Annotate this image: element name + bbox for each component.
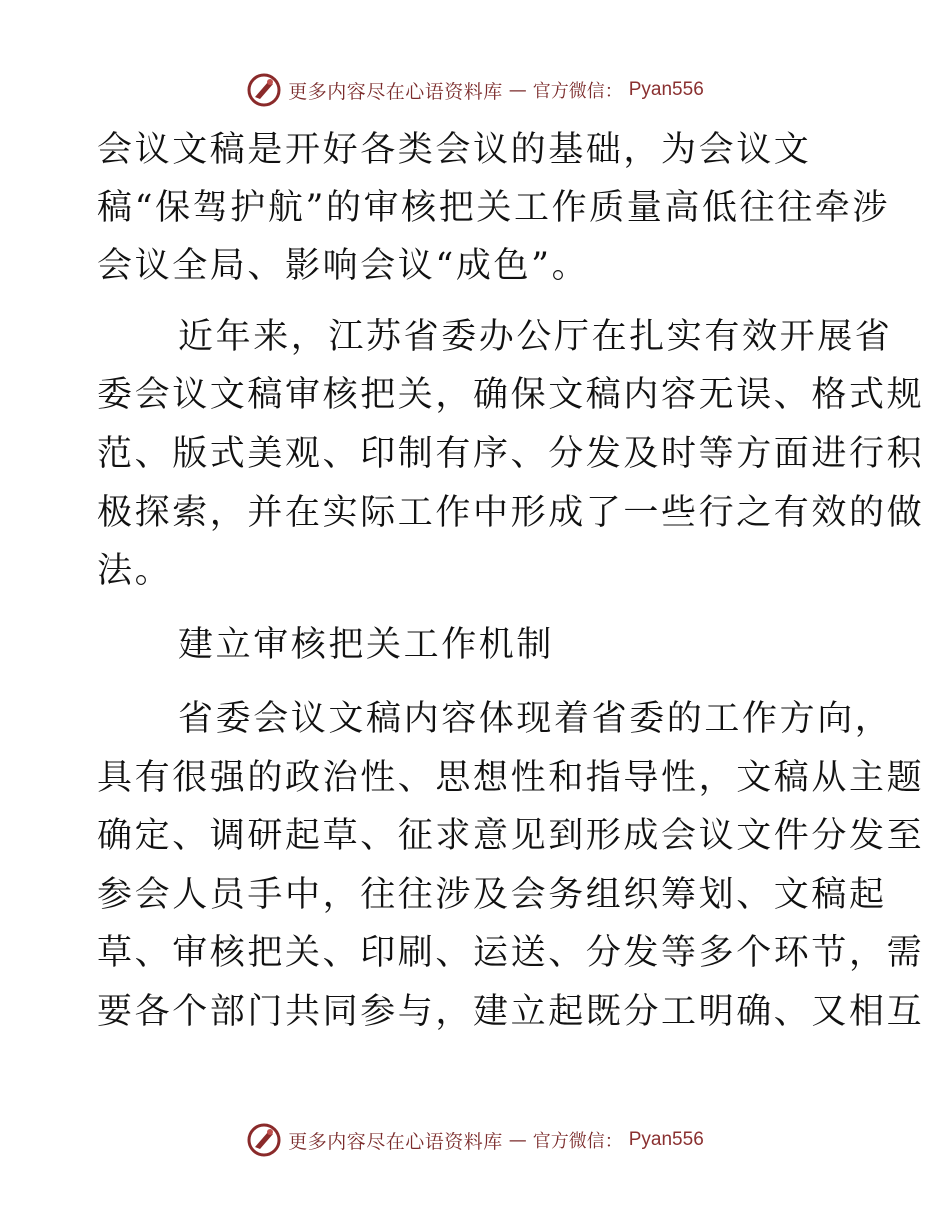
text-line: 草、审核把关、印刷、运送、分发等多个环节，需 (97, 933, 925, 973)
promo-text: 更多内容尽在心语资料库 (288, 80, 503, 103)
seal-logo-icon (246, 1122, 282, 1158)
text-line: 要各个部门共同参与，建立起既分工明确、又相互 (97, 992, 925, 1032)
wechat-id: Pyan556 (628, 79, 704, 100)
text-line: 参会人员手中，往往涉及会务组织筹划、文稿起 (97, 875, 887, 915)
text-line: 省委会议文稿内容体现着省委的工作方向， (178, 699, 893, 739)
text-line: 范、版式美观、印制有序、分发及时等方面进行积 (97, 434, 925, 474)
header-banner (0, 70, 950, 110)
text-line: 稿“保驾护航”的审核把关工作质量高低往往牵涉 (97, 188, 890, 228)
text-line: 确定、调研起草、征求意见到形成会议文件分发至 (97, 816, 925, 856)
text-line: 具有很强的政治性、思想性和指导性，文稿从主题 (97, 758, 925, 798)
text-line: 极探索，并在实际工作中形成了一些行之有效的做 (97, 493, 925, 533)
footer-banner (0, 1120, 950, 1160)
separator: — (508, 79, 527, 101)
text-line: 法。 (97, 551, 173, 591)
text-line: 近年来，江苏省委办公厅在扎实有效开展省 (178, 317, 893, 357)
wechat-id: Pyan556 (628, 1129, 704, 1150)
wechat-label: 官方微信： (532, 1131, 623, 1152)
wechat-label: 官方微信： (532, 81, 623, 102)
separator: — (508, 1129, 527, 1151)
text-line: 会议文稿是开好各类会议的基础，为会议文 (97, 130, 812, 170)
section-heading: 建立审核把关工作机制 (178, 625, 555, 665)
seal-logo-icon (246, 72, 282, 108)
promo-text: 更多内容尽在心语资料库 (288, 1130, 503, 1153)
text-line: 会议全局、影响会议“成色”。 (97, 246, 590, 286)
text-line: 委会议文稿审核把关，确保文稿内容无误、格式规 (97, 375, 925, 415)
